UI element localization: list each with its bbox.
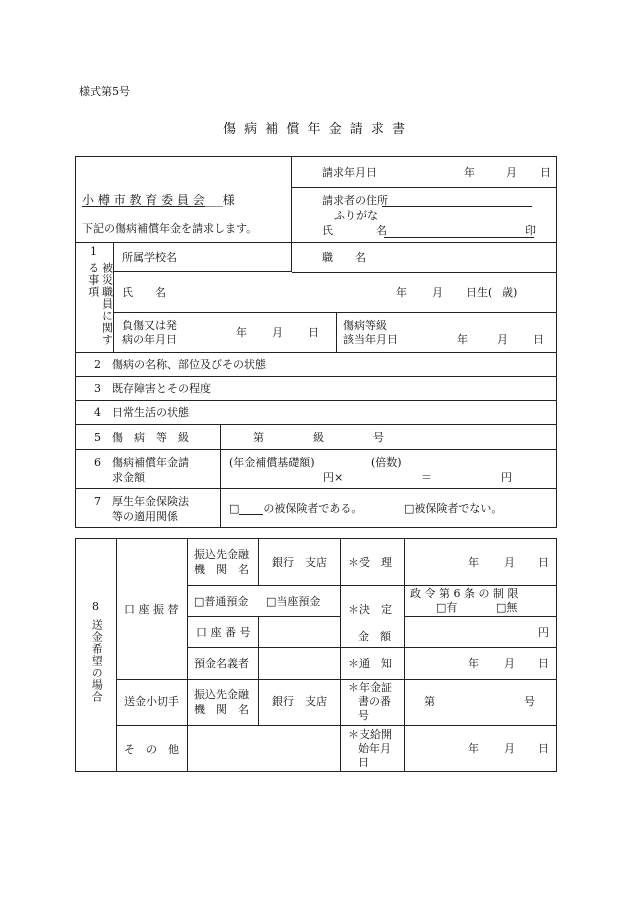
form-number: 様式第5号: [79, 85, 130, 98]
start-label-2: 始年月: [358, 742, 391, 755]
remittance-table: [75, 538, 557, 772]
name-label-1: 氏: [322, 224, 333, 237]
injury-year: 年: [236, 326, 247, 339]
grade-prefix: 第: [253, 431, 264, 444]
section1-number: 1: [90, 245, 97, 258]
school-label: 所属学校名: [122, 251, 177, 264]
row-6-label-cell: [76, 450, 221, 489]
section1-header: [76, 242, 114, 352]
restriction-yes-checkbox[interactable]: □有: [436, 601, 458, 614]
notice-label: ＊通 知: [348, 657, 392, 670]
injury-date-cell[interactable]: [114, 312, 337, 352]
received-year: 年: [468, 556, 479, 569]
check-bank-label-2: 機 関 名: [194, 703, 249, 716]
holder-field[interactable]: [259, 648, 339, 678]
row-4[interactable]: [76, 400, 556, 425]
birth-month-label: 月: [432, 286, 443, 299]
notice-day: 日: [538, 657, 549, 670]
school-cell[interactable]: [114, 242, 292, 272]
start-year: 年: [468, 742, 479, 755]
year-label: 年: [464, 166, 475, 179]
insured-checkbox[interactable]: □: [229, 502, 240, 515]
row-4-number: 4: [94, 406, 101, 419]
row-4-label: 日常生活の状態: [112, 406, 189, 419]
address-line[interactable]: [382, 206, 532, 207]
start-label-3: 日: [358, 756, 369, 769]
row-7-label-2: 等の適用関係: [112, 510, 178, 523]
decision-label-2: 金 額: [358, 630, 391, 643]
notice-month: 月: [504, 657, 515, 670]
row-5-label-cell: [76, 424, 221, 450]
cert-label-3: 号: [358, 709, 369, 722]
bank-label-1: 振込先金融: [194, 548, 249, 561]
page-title: 傷 病 補 償 年 金 請 求 書: [222, 122, 408, 137]
received-day: 日: [538, 556, 549, 569]
row-2-number: 2: [94, 358, 101, 371]
base-label: (年金補償基礎額): [229, 456, 315, 469]
injury-date-label-1: 負傷又は発: [122, 319, 177, 332]
holder-label: 預金名義者: [194, 657, 249, 670]
row-3-number: 3: [94, 382, 101, 395]
deposit-ordinary-checkbox[interactable]: □普通預金: [194, 595, 249, 608]
account-number-label: 口 座 番 号: [196, 626, 251, 639]
start-month: 月: [504, 742, 515, 755]
grade-date-cell[interactable]: [337, 312, 556, 352]
furigana-label: ふりがな: [334, 209, 378, 222]
victim-name-row[interactable]: [114, 272, 556, 313]
decision-yen: 円: [538, 626, 549, 639]
request-text: 下記の傷病補償年金を請求します。: [82, 222, 258, 235]
row-5-number: 5: [94, 431, 101, 444]
grade-date-label-1: 傷病等級: [343, 319, 387, 332]
start-day: 日: [538, 742, 549, 755]
name-label-2: 名: [376, 224, 387, 237]
not-insured-option[interactable]: □被保険者でない。: [404, 502, 503, 515]
addressee-cell: [76, 157, 292, 242]
grade-mid: 級: [313, 431, 324, 444]
bank-branch[interactable]: 銀行 支店: [272, 556, 327, 569]
grade-month: 月: [497, 333, 508, 346]
grade-date-label-2: 該当年月日: [343, 333, 398, 346]
claim-date-row: [292, 157, 556, 188]
equals-sign: ＝: [421, 471, 432, 484]
day-label: 日: [540, 166, 551, 179]
row-7-number: 7: [94, 495, 101, 508]
grade-suffix: 号: [373, 431, 384, 444]
grade-year: 年: [457, 333, 468, 346]
received-month: 月: [504, 556, 515, 569]
other-label: そ の 他: [124, 743, 179, 756]
claimant-address-label: 請求者の住所: [322, 194, 388, 207]
victim-name-label: 氏 名: [122, 286, 166, 299]
transfer-label: 口 座 振 替: [124, 603, 179, 616]
multiplier-label: (倍数): [371, 456, 402, 469]
yen-times: 円×: [323, 471, 344, 484]
row-7-label-cell: [76, 489, 221, 527]
position-cell[interactable]: [292, 242, 556, 273]
row-7-label-1: 厚生年金保険法: [112, 495, 189, 508]
restriction-no-checkbox[interactable]: □無: [496, 601, 518, 614]
injury-date-label-2: 病の年月日: [122, 333, 177, 346]
row-5-label: 傷 病 等 級: [112, 431, 189, 444]
grade-day: 日: [533, 333, 544, 346]
claimant-cell: [292, 187, 556, 242]
name-line[interactable]: [384, 237, 534, 238]
row-2-label: 傷病の名称、部位及びその状態: [112, 358, 266, 371]
yen-label: 円: [501, 471, 512, 484]
deposit-current-checkbox[interactable]: □当座預金: [266, 595, 321, 608]
birth-day-label: 日生(: [466, 286, 493, 299]
check-label: 送金小切手: [124, 695, 179, 708]
insured-option[interactable]: [229, 503, 362, 515]
claim-date-label: 請求年月日: [322, 166, 377, 179]
restriction-text: 政 令 第 6 条 の 制 限: [410, 587, 519, 600]
row-7-value-cell: [221, 489, 556, 527]
row-2[interactable]: [76, 352, 556, 377]
birth-year-label: 年: [396, 286, 407, 299]
section8-vertical-label: 送金希望の場合: [90, 619, 104, 703]
cert-suffix: 号: [524, 695, 535, 708]
row-6-label-2: 求金額: [112, 471, 145, 484]
section1-vertical-label: 被災職員に関する事項: [86, 262, 114, 346]
received-label: ＊受 理: [348, 556, 392, 569]
row-3-label: 既存障害とその程度: [112, 382, 211, 395]
row-5-value-cell[interactable]: [221, 424, 556, 450]
row-6-label-1: 傷病補償年金請: [112, 456, 189, 469]
cert-prefix: 第: [424, 695, 435, 708]
injury-day: 日: [308, 326, 319, 339]
section8-number: 8: [92, 600, 99, 613]
addressee: 小 樽 市 教 育 委 員 会___様: [82, 193, 235, 207]
cert-label-1: ＊年金証: [348, 681, 392, 694]
row-6-value-cell[interactable]: [221, 450, 556, 489]
injury-month: 月: [272, 326, 283, 339]
insured-text: の被保険者である。: [263, 502, 363, 515]
other-field[interactable]: [188, 726, 339, 770]
row-6-number: 6: [94, 456, 101, 469]
seal-mark: 印: [525, 224, 536, 237]
month-label: 月: [506, 166, 517, 179]
position-label: 職 名: [322, 251, 366, 264]
start-label-1: ＊支給開: [348, 728, 392, 741]
decision-label-1: ＊決 定: [348, 603, 392, 616]
cert-label-2: 書の番: [358, 695, 391, 708]
account-number-field[interactable]: [259, 617, 339, 647]
row-3[interactable]: [76, 376, 556, 401]
bank-label-2: 機 関 名: [194, 563, 249, 576]
main-form: [75, 156, 557, 528]
notice-year: 年: [468, 657, 479, 670]
age-label: 歳): [502, 286, 518, 299]
check-bank-label-1: 振込先金融: [194, 688, 249, 701]
check-branch[interactable]: 銀行 支店: [272, 695, 327, 708]
